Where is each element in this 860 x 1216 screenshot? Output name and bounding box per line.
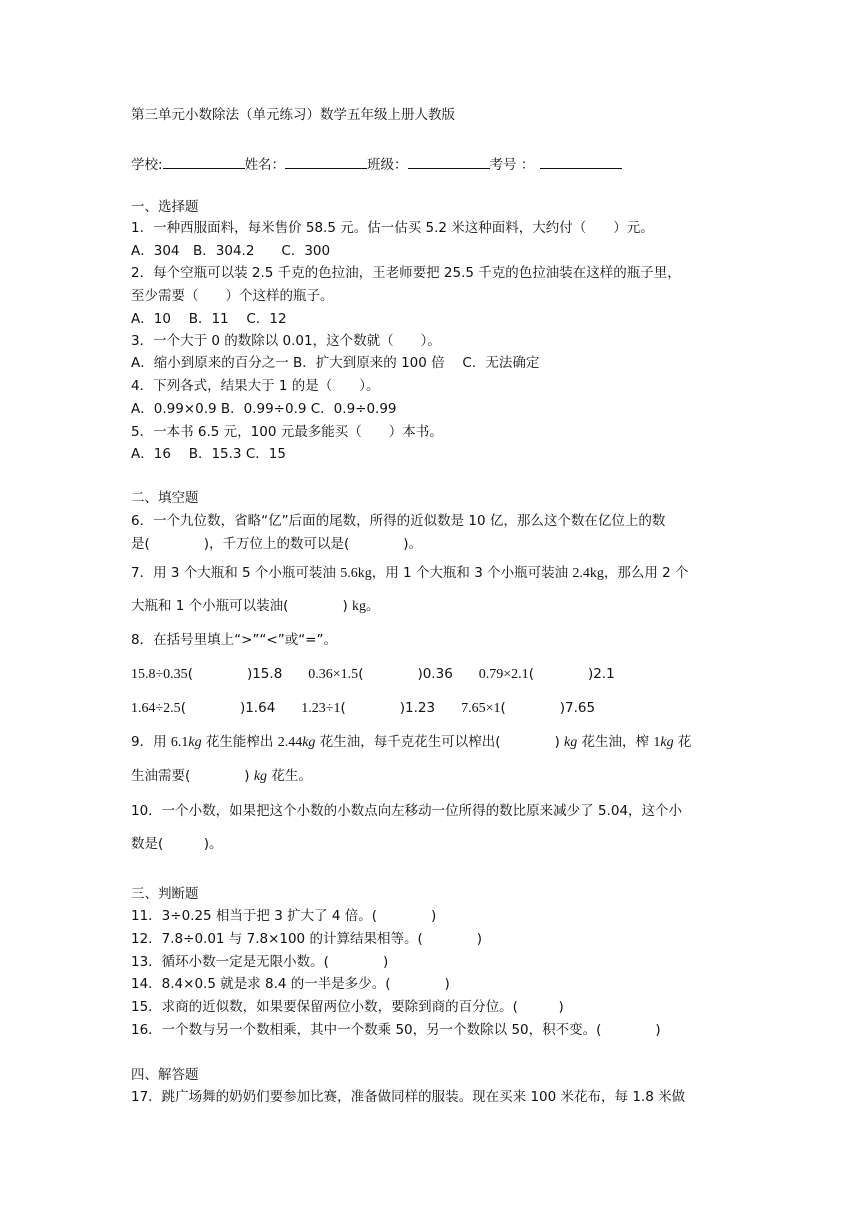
question-8-row-1: [131, 665, 615, 684]
question-7-line-1: [131, 564, 689, 583]
question-6-line-1: 6．一个九位数，省略“亿”后面的尾数，所得的近似数是 10 亿，那么这个数在亿位上的数: [131, 513, 666, 529]
name-blank[interactable]: [285, 154, 367, 169]
q8-expr-6: 7.65×1: [461, 701, 501, 716]
q8-blank-1[interactable]: ( )15.8: [187, 666, 283, 682]
question-8: 8．在括号里填上“>”“<”或“=”。: [131, 632, 337, 648]
section-heading-fill: 二、填空题: [131, 490, 199, 506]
q9-text-b: 花生能榨出: [201, 734, 278, 750]
student-info-row: [131, 154, 622, 174]
school-label: 学校:: [131, 157, 163, 173]
q8-blank-4[interactable]: ( )1.64: [180, 700, 276, 716]
q9-unit-kg-2: kg: [302, 735, 316, 750]
q8-expr-3: 0.79×2.1: [478, 667, 529, 682]
q7-text-c: ，那么用 2 个: [603, 565, 689, 581]
q9-text-c: 花生油，每千克花生可以榨出( ): [315, 734, 565, 750]
question-10-line-1: 10．一个小数，如果把这个小数的小数点向左移动一位所得的数比原来减少了 5.04，这个小: [131, 803, 683, 819]
question-17: 17．跳广场舞的奶奶们要参加比赛，准备做同样的服装。现在买来 100 米花布，每 1.8 米做: [131, 1089, 686, 1105]
question-2-line-2: 至少需要（ ）个这样的瓶子。: [131, 288, 334, 304]
q7-value-5-6kg: 5.6kg: [340, 566, 372, 581]
q9-unit-kg-4: kg: [660, 735, 674, 750]
document-title: 第三单元小数除法（单元练习）数学五年级上册人教版: [131, 107, 455, 123]
question-9-line-1: [131, 733, 691, 752]
question-9-line-2: [131, 767, 312, 786]
q9-value-1: 1: [653, 735, 661, 750]
q7-text-b: ，用 1 个大瓶和 3 个小瓶可装油: [371, 565, 573, 581]
question-1: 1．一种西服面料，每米售价 58.5 元。估一估买 5.2 米这种面料，大约付（ ）元。: [131, 220, 654, 236]
q9-value-2-44: 2.44: [277, 735, 303, 750]
q9-text-d: 花生油，榨: [577, 734, 654, 750]
question-12: 12．7.8÷0.01 与 7.8×100 的计算结果相等。( ): [131, 931, 482, 947]
q8-blank-2[interactable]: ( )0.36: [358, 666, 453, 682]
q9-unit-kg-1: kg: [188, 735, 202, 750]
q8-expr-5: 1.23÷1: [301, 701, 341, 716]
question-11: 11．3÷0.25 相当于把 3 扩大了 4 倍。( ): [131, 908, 437, 924]
question-3: 3．一个大于 0 的数除以 0.01，这个数就（ ）。: [131, 333, 441, 349]
q9-unit-kg-5: kg: [253, 769, 268, 784]
q9-value-6-1: 6.1: [170, 735, 189, 750]
question-8-row-2: [131, 699, 595, 718]
question-4: 4．下列各式，结果大于 1 的是（ ）。: [131, 378, 380, 394]
name-label: 姓名：: [244, 157, 286, 173]
q8-blank-6[interactable]: ( )7.65: [500, 700, 596, 716]
question-15: 15．求商的近似数，如果要保留两位小数，要除到商的百分位。( ): [131, 999, 564, 1015]
school-blank[interactable]: [163, 154, 245, 169]
question-10-line-2: 数是( )。: [131, 836, 223, 852]
section-heading-choice: 一、选择题: [131, 199, 199, 215]
q8-blank-5[interactable]: ( )1.23: [340, 700, 436, 716]
question-5: 5．一本书 6.5 元，100 元最多能买（ ）本书。: [131, 424, 443, 440]
q8-expr-4: 1.64÷2.5: [131, 701, 181, 716]
question-6-line-2: 是( )，千万位上的数可以是( )。: [131, 536, 423, 552]
section-heading-answer: 四、解答题: [131, 1067, 199, 1083]
question-3-options: A．缩小到原来的百分之一 B．扩大到原来的 100 倍 C．无法确定: [131, 355, 540, 371]
q8-expr-1: 15.8÷0.35: [131, 667, 188, 682]
class-label: 班级：: [367, 157, 408, 173]
q9-text-a: 9．用: [131, 734, 171, 750]
class-blank[interactable]: [408, 154, 490, 169]
q7-text-a: 7．用 3 个大瓶和 5 个小瓶可装油: [131, 565, 341, 581]
q7-text-d: 大瓶和 1 个小瓶可以装油( ): [131, 598, 352, 614]
q9-text-e: 花: [673, 734, 692, 750]
q8-expr-2: 0.36×1.5: [308, 667, 359, 682]
q7-value-2-4kg: 2.4kg: [572, 566, 604, 581]
question-2-line-1: 2．每个空瓶可以装 2.5 千克的色拉油，王老师要把 25.5 千克的色拉油装在这样的瓶子里，: [131, 265, 681, 281]
q9-text-f: 生油需要( ): [131, 768, 254, 784]
question-4-options: A．0.99×0.9 B．0.99÷0.9 C．0.9÷0.99: [131, 401, 397, 417]
q7-unit-kg: kg: [352, 599, 366, 614]
question-16: 16．一个数与另一个数相乘，其中一个数乘 50，另一个数除以 50，积不变。( ): [131, 1022, 661, 1038]
question-14: 14．8.4×0.5 就是求 8.4 的一半是多少。( ): [131, 976, 450, 992]
q9-text-g: 花生。: [267, 768, 312, 784]
q9-unit-kg-3: kg: [564, 735, 578, 750]
question-2-options: A．10 B．11 C．12: [131, 311, 287, 327]
exam-number-blank[interactable]: [540, 154, 622, 169]
question-5-options: A．16 B．15.3 C．15: [131, 446, 286, 462]
question-13: 13．循环小数一定是无限小数。( ): [131, 954, 389, 970]
exam-number-label: 考号 ：: [489, 157, 535, 173]
q8-blank-3[interactable]: ( )2.1: [528, 666, 615, 682]
section-heading-judge: 三、判断题: [131, 886, 199, 902]
question-7-line-2: [131, 597, 380, 616]
q7-text-e: 。: [366, 598, 380, 614]
question-1-options: A．304 B．304.2 C．300: [131, 243, 331, 259]
